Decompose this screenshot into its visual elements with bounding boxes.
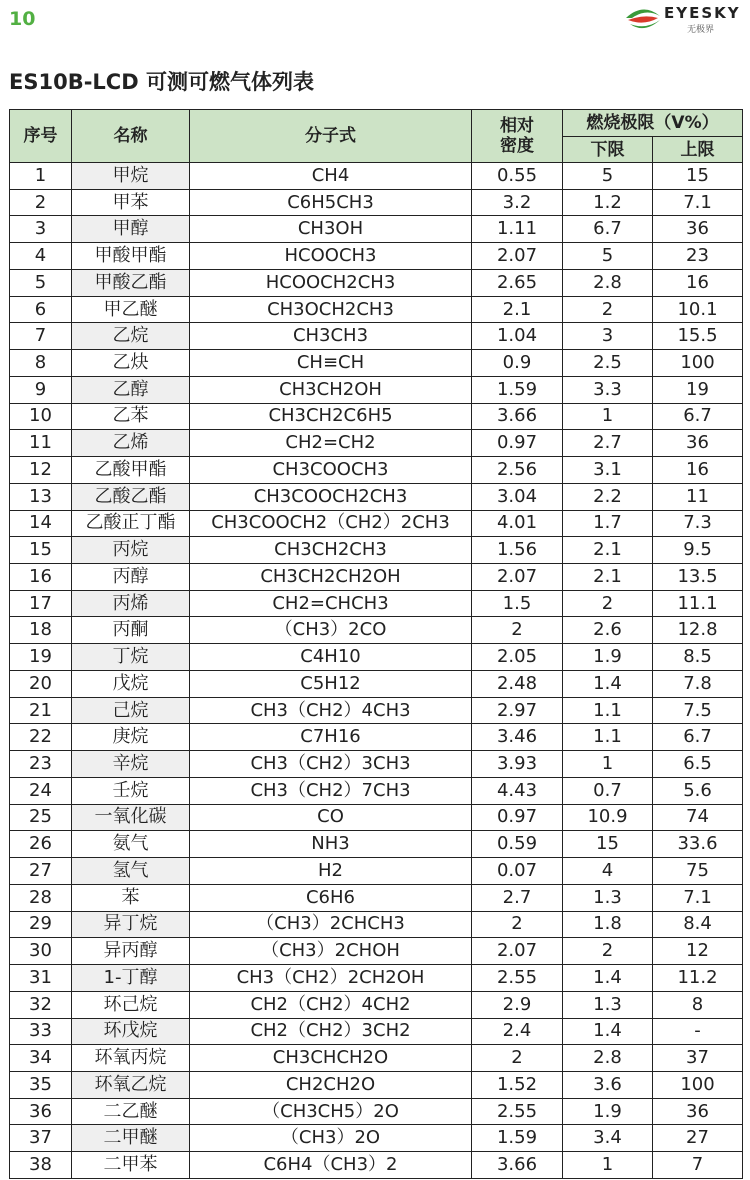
cell-index: 32 <box>10 991 72 1018</box>
cell-index: 11 <box>10 430 72 457</box>
cell-lower: 1.8 <box>563 911 653 938</box>
cell-density: 2.48 <box>472 670 563 697</box>
cell-lower: 2.6 <box>563 617 653 644</box>
table-row <box>10 323 743 350</box>
cell-formula: H2 <box>190 858 472 885</box>
cell-formula: C5H12 <box>190 670 472 697</box>
cell-lower: 0.7 <box>563 777 653 804</box>
cell-density: 2 <box>472 911 563 938</box>
cell-index: 28 <box>10 884 72 911</box>
cell-lower: 2.1 <box>563 537 653 564</box>
cell-formula: CH3OCH2CH3 <box>190 296 472 323</box>
table-row <box>10 1125 743 1152</box>
cell-upper: 36 <box>653 216 743 243</box>
cell-formula: CH4 <box>190 163 472 190</box>
cell-upper: 36 <box>653 430 743 457</box>
cell-upper: 6.7 <box>653 724 743 751</box>
cell-formula: C6H6 <box>190 884 472 911</box>
table-row <box>10 938 743 965</box>
cell-name: 庚烷 <box>72 724 190 751</box>
cell-name: 乙醇 <box>72 376 190 403</box>
cell-index: 10 <box>10 403 72 430</box>
cell-density: 3.46 <box>472 724 563 751</box>
cell-formula: （CH3）2O <box>190 1125 472 1152</box>
cell-density: 2 <box>472 617 563 644</box>
cell-formula: CH3（CH2）7CH3 <box>190 777 472 804</box>
gas-list-table <box>9 109 743 1179</box>
header-formula: 分子式 <box>190 110 472 163</box>
table-row <box>10 777 743 804</box>
cell-upper: 100 <box>653 1071 743 1098</box>
logo-subtitle: 无极界 <box>687 25 715 35</box>
cell-density: 2.07 <box>472 243 563 270</box>
cell-density: 2.55 <box>472 965 563 992</box>
cell-name: 己烷 <box>72 697 190 724</box>
cell-index: 12 <box>10 457 72 484</box>
cell-density: 0.9 <box>472 350 563 377</box>
cell-upper: 13.5 <box>653 564 743 591</box>
cell-upper: 12.8 <box>653 617 743 644</box>
table-row <box>10 831 743 858</box>
cell-formula: CH3CHCH2O <box>190 1045 472 1072</box>
cell-upper: 7.3 <box>653 510 743 537</box>
cell-formula: CH2=CHCH3 <box>190 590 472 617</box>
cell-upper: 37 <box>653 1045 743 1072</box>
cell-index: 7 <box>10 323 72 350</box>
cell-lower: 2.1 <box>563 564 653 591</box>
cell-index: 13 <box>10 483 72 510</box>
header-lower: 下限 <box>563 137 653 163</box>
cell-formula: C7H16 <box>190 724 472 751</box>
cell-lower: 3 <box>563 323 653 350</box>
logo-name: EYESKY <box>664 4 741 22</box>
table-row <box>10 991 743 1018</box>
cell-density: 1.5 <box>472 590 563 617</box>
cell-index: 18 <box>10 617 72 644</box>
brand-logo <box>624 2 748 36</box>
table-row <box>10 189 743 216</box>
cell-lower: 1.1 <box>563 724 653 751</box>
cell-index: 38 <box>10 1152 72 1179</box>
table-row <box>10 216 743 243</box>
cell-name: 辛烷 <box>72 751 190 778</box>
table-row <box>10 376 743 403</box>
table-row <box>10 590 743 617</box>
cell-upper: 15.5 <box>653 323 743 350</box>
table-row <box>10 564 743 591</box>
cell-lower: 1.4 <box>563 670 653 697</box>
cell-index: 16 <box>10 564 72 591</box>
table-row <box>10 430 743 457</box>
cell-upper: 27 <box>653 1125 743 1152</box>
cell-formula: CH3CH2CH3 <box>190 537 472 564</box>
cell-name: 氨气 <box>72 831 190 858</box>
cell-density: 0.97 <box>472 804 563 831</box>
cell-upper: 7.8 <box>653 670 743 697</box>
cell-upper: 16 <box>653 269 743 296</box>
cell-density: 2.7 <box>472 884 563 911</box>
cell-formula: CH3COOCH2（CH2）2CH3 <box>190 510 472 537</box>
cell-lower: 1.7 <box>563 510 653 537</box>
cell-density: 2.07 <box>472 938 563 965</box>
eye-logo-icon <box>624 4 662 32</box>
cell-index: 36 <box>10 1098 72 1125</box>
cell-upper: 100 <box>653 350 743 377</box>
cell-upper: 7.1 <box>653 189 743 216</box>
cell-index: 26 <box>10 831 72 858</box>
cell-name: 二甲苯 <box>72 1152 190 1179</box>
cell-upper: 8.5 <box>653 644 743 671</box>
cell-upper: 23 <box>653 243 743 270</box>
cell-name: 环氧乙烷 <box>72 1071 190 1098</box>
cell-formula: （CH3）2CHOH <box>190 938 472 965</box>
cell-name: 环戊烷 <box>72 1018 190 1045</box>
cell-formula: CH3COOCH3 <box>190 457 472 484</box>
cell-name: 异丁烷 <box>72 911 190 938</box>
table-row <box>10 510 743 537</box>
cell-formula: CH3（CH2）4CH3 <box>190 697 472 724</box>
cell-index: 14 <box>10 510 72 537</box>
cell-upper: 12 <box>653 938 743 965</box>
cell-upper: 11 <box>653 483 743 510</box>
cell-density: 4.01 <box>472 510 563 537</box>
cell-name: 苯 <box>72 884 190 911</box>
cell-lower: 1 <box>563 403 653 430</box>
table-row <box>10 483 743 510</box>
cell-name: 壬烷 <box>72 777 190 804</box>
cell-lower: 1.9 <box>563 1098 653 1125</box>
cell-lower: 1 <box>563 751 653 778</box>
cell-density: 0.55 <box>472 163 563 190</box>
cell-density: 2.97 <box>472 697 563 724</box>
cell-lower: 15 <box>563 831 653 858</box>
cell-name: 环己烷 <box>72 991 190 1018</box>
cell-name: 丙醇 <box>72 564 190 591</box>
cell-name: 甲乙醚 <box>72 296 190 323</box>
cell-name: 甲酸乙酯 <box>72 269 190 296</box>
cell-formula: C4H10 <box>190 644 472 671</box>
cell-lower: 1.1 <box>563 697 653 724</box>
cell-index: 20 <box>10 670 72 697</box>
cell-index: 3 <box>10 216 72 243</box>
cell-name: 戊烷 <box>72 670 190 697</box>
header-density-line1: 相对 <box>500 116 534 136</box>
cell-formula: CH2（CH2）3CH2 <box>190 1018 472 1045</box>
cell-lower: 1.4 <box>563 965 653 992</box>
cell-upper: 36 <box>653 1098 743 1125</box>
table-row <box>10 1071 743 1098</box>
table-row <box>10 697 743 724</box>
cell-index: 19 <box>10 644 72 671</box>
table-row <box>10 804 743 831</box>
page-title: ES10B-LCD 可测可燃气体列表 <box>9 70 314 94</box>
cell-formula: （CH3）2CO <box>190 617 472 644</box>
table-row <box>10 884 743 911</box>
table-row <box>10 724 743 751</box>
cell-upper: 7 <box>653 1152 743 1179</box>
cell-density: 3.04 <box>472 483 563 510</box>
cell-lower: 3.3 <box>563 376 653 403</box>
table-row <box>10 537 743 564</box>
cell-formula: （CH3CH5）2O <box>190 1098 472 1125</box>
cell-lower: 3.1 <box>563 457 653 484</box>
table-row <box>10 1018 743 1045</box>
cell-index: 23 <box>10 751 72 778</box>
cell-formula: C6H4（CH3）2 <box>190 1152 472 1179</box>
cell-index: 22 <box>10 724 72 751</box>
cell-index: 30 <box>10 938 72 965</box>
cell-lower: 2.8 <box>563 1045 653 1072</box>
cell-formula: CH3OH <box>190 216 472 243</box>
cell-name: 1-丁醇 <box>72 965 190 992</box>
cell-density: 2.4 <box>472 1018 563 1045</box>
cell-name: 一氧化碳 <box>72 804 190 831</box>
cell-density: 2.05 <box>472 644 563 671</box>
header-upper: 上限 <box>653 137 743 163</box>
cell-name: 丙烷 <box>72 537 190 564</box>
cell-density: 0.97 <box>472 430 563 457</box>
cell-lower: 1.3 <box>563 884 653 911</box>
cell-formula: CH2CH2O <box>190 1071 472 1098</box>
cell-formula: HCOOCH3 <box>190 243 472 270</box>
header-name: 名称 <box>72 110 190 163</box>
cell-formula: CH3CH2CH2OH <box>190 564 472 591</box>
table-row <box>10 1045 743 1072</box>
cell-density: 1.04 <box>472 323 563 350</box>
table-row <box>10 1152 743 1179</box>
cell-index: 31 <box>10 965 72 992</box>
cell-name: 乙炔 <box>72 350 190 377</box>
cell-index: 8 <box>10 350 72 377</box>
cell-name: 甲苯 <box>72 189 190 216</box>
cell-lower: 6.7 <box>563 216 653 243</box>
cell-index: 4 <box>10 243 72 270</box>
cell-density: 3.66 <box>472 403 563 430</box>
cell-index: 24 <box>10 777 72 804</box>
cell-index: 2 <box>10 189 72 216</box>
table-row <box>10 269 743 296</box>
cell-name: 乙烷 <box>72 323 190 350</box>
cell-density: 2.1 <box>472 296 563 323</box>
cell-index: 25 <box>10 804 72 831</box>
cell-name: 异丙醇 <box>72 938 190 965</box>
cell-index: 1 <box>10 163 72 190</box>
cell-index: 29 <box>10 911 72 938</box>
cell-formula: CH3（CH2）2CH2OH <box>190 965 472 992</box>
cell-upper: 11.1 <box>653 590 743 617</box>
cell-upper: 15 <box>653 163 743 190</box>
cell-index: 21 <box>10 697 72 724</box>
cell-density: 1.59 <box>472 376 563 403</box>
table-row <box>10 1098 743 1125</box>
cell-formula: CH3CH3 <box>190 323 472 350</box>
cell-density: 2.9 <box>472 991 563 1018</box>
cell-formula: HCOOCH2CH3 <box>190 269 472 296</box>
cell-name: 环氧丙烷 <box>72 1045 190 1072</box>
cell-index: 34 <box>10 1045 72 1072</box>
cell-upper: 33.6 <box>653 831 743 858</box>
table-row <box>10 243 743 270</box>
table-row <box>10 965 743 992</box>
cell-density: 3.93 <box>472 751 563 778</box>
cell-name: 丙酮 <box>72 617 190 644</box>
cell-formula: C6H5CH3 <box>190 189 472 216</box>
cell-density: 0.07 <box>472 858 563 885</box>
cell-name: 氢气 <box>72 858 190 885</box>
cell-lower: 3.6 <box>563 1071 653 1098</box>
cell-index: 33 <box>10 1018 72 1045</box>
cell-density: 4.43 <box>472 777 563 804</box>
table-row <box>10 644 743 671</box>
cell-lower: 2 <box>563 296 653 323</box>
cell-upper: 74 <box>653 804 743 831</box>
cell-index: 15 <box>10 537 72 564</box>
cell-density: 1.52 <box>472 1071 563 1098</box>
header-limits: 燃烧极限（V%） <box>563 110 743 137</box>
cell-upper: 6.7 <box>653 403 743 430</box>
cell-density: 2.07 <box>472 564 563 591</box>
table-row <box>10 296 743 323</box>
cell-name: 丙烯 <box>72 590 190 617</box>
cell-name: 甲烷 <box>72 163 190 190</box>
cell-lower: 2.2 <box>563 483 653 510</box>
cell-lower: 1.9 <box>563 644 653 671</box>
cell-name: 乙酸乙酯 <box>72 483 190 510</box>
cell-formula: CH2=CH2 <box>190 430 472 457</box>
cell-upper: 10.1 <box>653 296 743 323</box>
cell-name: 乙酸正丁酯 <box>72 510 190 537</box>
cell-lower: 2 <box>563 590 653 617</box>
cell-upper: 11.2 <box>653 965 743 992</box>
cell-lower: 4 <box>563 858 653 885</box>
cell-upper: 8.4 <box>653 911 743 938</box>
header-index: 序号 <box>10 110 72 163</box>
cell-upper: 19 <box>653 376 743 403</box>
cell-upper: 7.1 <box>653 884 743 911</box>
table-row <box>10 617 743 644</box>
table-row <box>10 457 743 484</box>
cell-density: 1.56 <box>472 537 563 564</box>
cell-upper: 75 <box>653 858 743 885</box>
cell-density: 0.59 <box>472 831 563 858</box>
cell-name: 丁烷 <box>72 644 190 671</box>
cell-density: 1.59 <box>472 1125 563 1152</box>
cell-lower: 1.2 <box>563 189 653 216</box>
cell-lower: 5 <box>563 163 653 190</box>
cell-index: 35 <box>10 1071 72 1098</box>
cell-name: 乙酸甲酯 <box>72 457 190 484</box>
cell-lower: 2.8 <box>563 269 653 296</box>
cell-formula: （CH3）2CHCH3 <box>190 911 472 938</box>
page-number: 10 <box>9 8 36 30</box>
cell-index: 9 <box>10 376 72 403</box>
cell-density: 3.66 <box>472 1152 563 1179</box>
cell-formula: CO <box>190 804 472 831</box>
table-row <box>10 350 743 377</box>
cell-index: 37 <box>10 1125 72 1152</box>
cell-name: 二甲醚 <box>72 1125 190 1152</box>
cell-upper: 8 <box>653 991 743 1018</box>
table-row <box>10 670 743 697</box>
cell-lower: 2 <box>563 938 653 965</box>
cell-lower: 1 <box>563 1152 653 1179</box>
cell-lower: 2.5 <box>563 350 653 377</box>
cell-lower: 3.4 <box>563 1125 653 1152</box>
cell-index: 6 <box>10 296 72 323</box>
cell-lower: 2.7 <box>563 430 653 457</box>
cell-density: 2.55 <box>472 1098 563 1125</box>
cell-name: 乙烯 <box>72 430 190 457</box>
cell-density: 2 <box>472 1045 563 1072</box>
cell-name: 甲酸甲酯 <box>72 243 190 270</box>
cell-name: 二乙醚 <box>72 1098 190 1125</box>
cell-upper: 6.5 <box>653 751 743 778</box>
cell-upper: 9.5 <box>653 537 743 564</box>
cell-density: 3.2 <box>472 189 563 216</box>
cell-formula: CH3（CH2）3CH3 <box>190 751 472 778</box>
cell-formula: CH3CH2OH <box>190 376 472 403</box>
cell-lower: 5 <box>563 243 653 270</box>
table-body <box>10 163 743 1179</box>
table-row <box>10 751 743 778</box>
cell-name: 乙苯 <box>72 403 190 430</box>
cell-formula: CH3COOCH2CH3 <box>190 483 472 510</box>
cell-density: 1.11 <box>472 216 563 243</box>
cell-density: 2.65 <box>472 269 563 296</box>
cell-index: 17 <box>10 590 72 617</box>
cell-upper: - <box>653 1018 743 1045</box>
cell-formula: NH3 <box>190 831 472 858</box>
cell-upper: 16 <box>653 457 743 484</box>
cell-name: 甲醇 <box>72 216 190 243</box>
cell-lower: 1.4 <box>563 1018 653 1045</box>
table-row <box>10 403 743 430</box>
cell-formula: CH2（CH2）4CH2 <box>190 991 472 1018</box>
cell-lower: 1.3 <box>563 991 653 1018</box>
cell-density: 2.56 <box>472 457 563 484</box>
cell-formula: CH≡CH <box>190 350 472 377</box>
header-density <box>472 110 563 163</box>
table-row <box>10 858 743 885</box>
cell-index: 5 <box>10 269 72 296</box>
cell-upper: 7.5 <box>653 697 743 724</box>
cell-lower: 10.9 <box>563 804 653 831</box>
header-density-line2: 密度 <box>500 136 534 156</box>
table-row <box>10 911 743 938</box>
cell-upper: 5.6 <box>653 777 743 804</box>
table-row <box>10 163 743 190</box>
cell-formula: CH3CH2C6H5 <box>190 403 472 430</box>
cell-index: 27 <box>10 858 72 885</box>
